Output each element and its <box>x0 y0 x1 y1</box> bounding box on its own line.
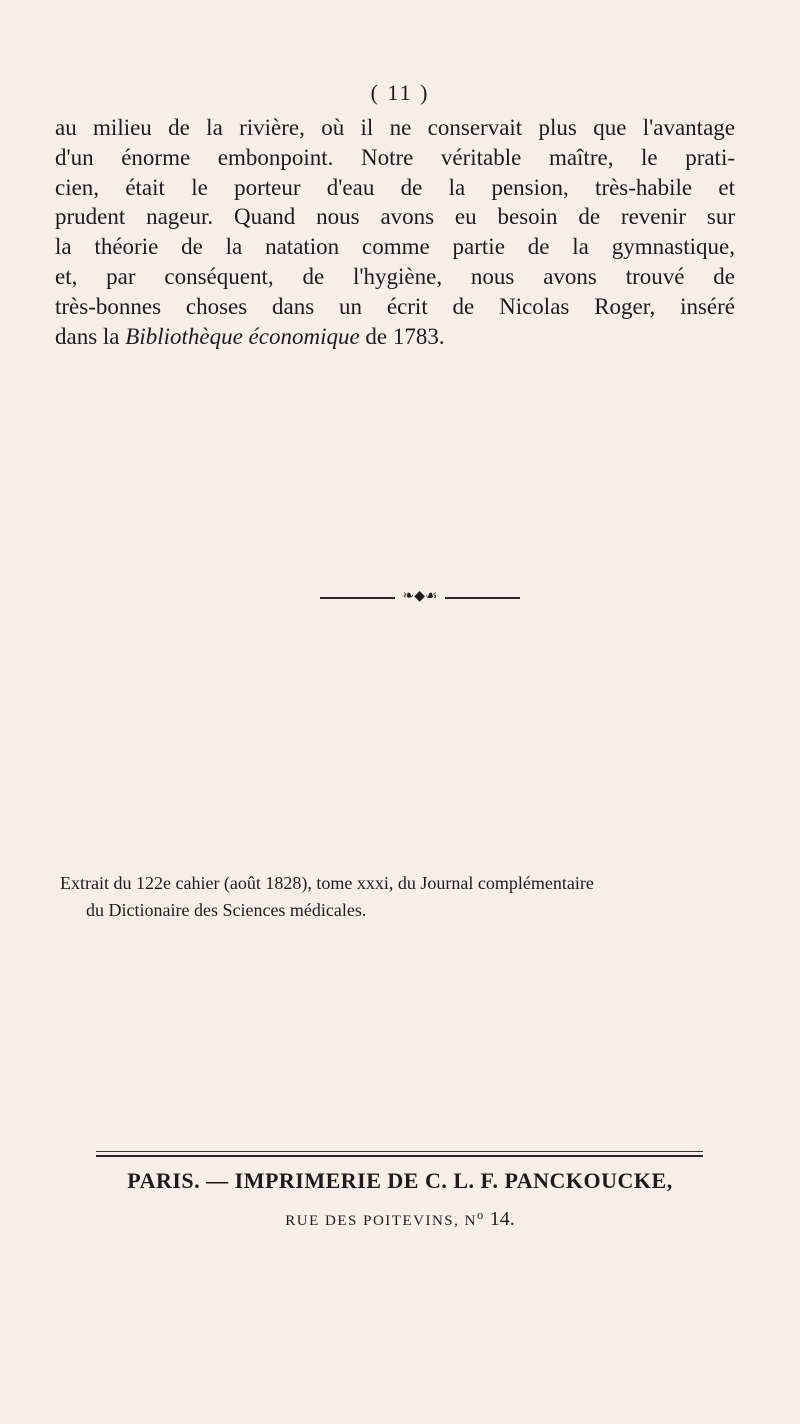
body-line: très-bonnes choses dans un écrit de Nicolas Roger, inséré <box>55 293 735 319</box>
body-line: la théorie de la natation comme partie de la gymnastique, <box>55 234 735 260</box>
body-paragraph <box>55 113 735 351</box>
divider-thin <box>96 1151 703 1152</box>
book-title: Bibliothèque économique <box>125 323 360 349</box>
body-line: prudent nageur. Quand nous avons eu besoin de revenir sur <box>55 204 735 230</box>
extract-note-line-1: Extrait du 122e cahier (août 1828), tome xxxi, du Journal complémentaire <box>60 873 594 893</box>
body-line-prefix: dans la <box>55 323 126 349</box>
address-number: 14. <box>484 1208 515 1230</box>
printer-imprint: PARIS. — IMPRIMERIE DE C. L. F. PANCKOUCKE, <box>127 1168 673 1193</box>
divider-thick <box>96 1155 703 1157</box>
body-line: au milieu de la rivière, où il ne conservait plus que l'avantage <box>55 115 735 140</box>
address-street: RUE DES POITEVINS, N <box>285 1213 477 1229</box>
extract-note <box>60 870 760 924</box>
body-line: cien, était le porteur d'eau de la pension, très-habile et <box>55 174 735 200</box>
extract-note-line-2: du Dictionaire des Sciences médicales. <box>86 900 367 920</box>
body-line: d'un énorme embonpoint. Notre véritable maître, le prati- <box>55 144 735 170</box>
body-line-suffix: de 1783. <box>359 323 445 349</box>
ornament-glyph: ❧◆☙ <box>395 589 445 605</box>
page-number: ( 11 ) <box>370 80 430 105</box>
printer-address <box>0 1208 800 1231</box>
body-line: et, par conséquent, de l'hygiène, nous avons trouvé de <box>55 263 735 289</box>
address-sup: o <box>476 1208 485 1222</box>
body-line-last <box>55 322 735 352</box>
